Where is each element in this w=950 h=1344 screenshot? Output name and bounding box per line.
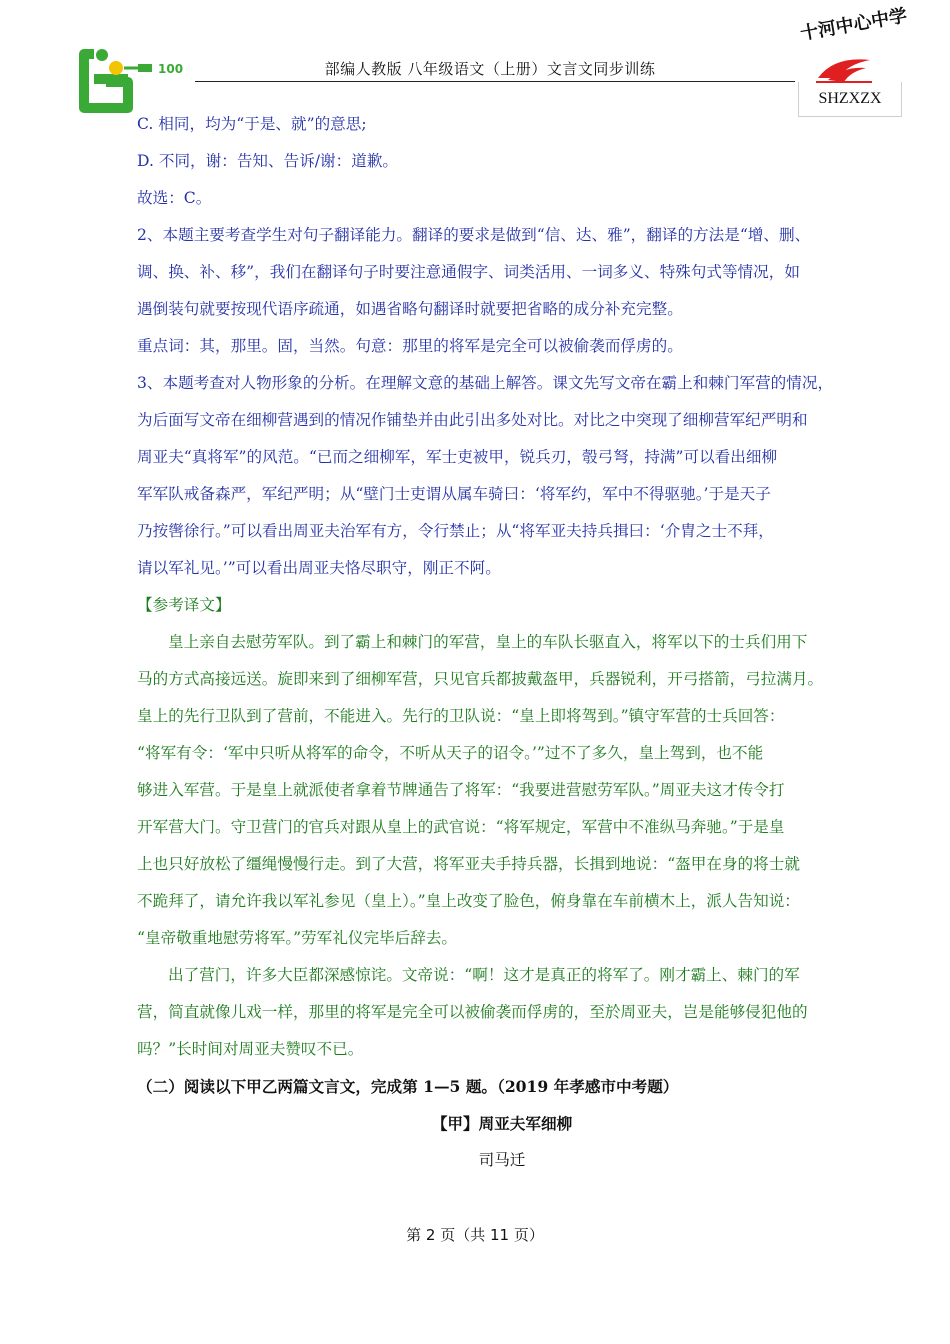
school-badge: [788, 5, 909, 116]
section-heading: （二）阅读以下甲乙两篇文言文，完成第 1—5 题。（2019 年孝感市中考题）: [137, 1077, 679, 1096]
translation-line: “皇帝敬重地慰劳将军。”劳军礼仪完毕后辞去。: [137, 929, 458, 947]
translation-line: 出了营门，许多大臣都深感惊诧。文帝说：“啊！这才是真正的将军了。刚才霸上、棘门的军: [168, 966, 800, 984]
translation-heading: 【参考译文】: [137, 596, 231, 614]
translation-line: 开军营大门。守卫营门的官兵对跟从皇上的武官说：“将军规定，军营中不准纵马奔驰。”于是皇: [137, 818, 785, 836]
translation-line: 马的方式高接远送。旋即来到了细柳军营，只见官兵都披戴盔甲，兵器锐利，开弓搭箭，弓拉满月。: [137, 670, 824, 688]
translation-line: 不跪拜了，请允许我以军礼参见（皇上）。”皇上改变了脸色，俯身靠在车前横木上，派人告知说：: [137, 892, 800, 910]
translation-line: “将军有令：‘军中只听从将军的命令，不听从天子的诏令。’”过不了多久，皇上驾到，也不能: [137, 744, 764, 762]
answer-line: 调、换、补、移”，我们在翻译句子时要注意通假字、词类活用、一词多义、特殊句式等情况，如: [137, 263, 800, 281]
passage-author: 司马迁: [478, 1151, 526, 1169]
school-code: SHZXZX: [798, 82, 902, 117]
answer-line: 为后面写文帝在细柳营遇到的情况作铺垫并由此引出多处对比。对比之中突现了细柳营军纪严明和: [137, 411, 808, 429]
passage-title: 【甲】周亚夫军细柳: [431, 1114, 573, 1133]
translation-line: 皇上亲自去慰劳军队。到了霸上和棘门的军营，皇上的车队长驱直入，将军以下的士兵们用下: [168, 633, 808, 651]
answer-line: C. 相同，均为“于是、就”的意思;: [137, 115, 367, 133]
header-divider: [195, 81, 795, 82]
header-title: 部编人教版 八年级语文（上册）文言文同步训练: [324, 60, 656, 78]
translation-line: 够进入军营。于是皇上就派使者拿着节牌通告了将军：“我要进营慰劳军队。”周亚夫这才传令打: [137, 781, 785, 799]
answer-line: 军军队戒备森严，军纪严明；从“壁门士吏谓从属车骑曰：‘将军约，军中不得驱驰。’于是天子: [137, 485, 771, 503]
translation-line: 吗？”长时间对周亚夫赞叹不已。: [137, 1040, 364, 1058]
answer-line: 3、本题考查对人物形象的分析。在理解文意的基础上解答。课文先写文帝在霸上和棘门军营的情况，: [137, 374, 834, 392]
translation-line: 上也只好放松了缰绳慢慢行走。到了大营，将军亚夫手持兵器，长揖到地说：“盔甲在身的将士就: [137, 855, 800, 873]
answer-line: 请以军礼见。’”可以看出周亚夫恪尽职守，刚正不阿。: [137, 559, 501, 577]
answer-line: D. 不同，谢：告知、告诉/谢：道歉。: [137, 152, 399, 170]
school-emblem-icon: [814, 54, 874, 84]
logo-text: 100: [158, 62, 184, 76]
answer-line: 遇倒装句就要按现代语序疏通，如遇省略句翻译时就要把省略的成分补充完整。: [137, 300, 683, 318]
answer-line: 2、本题主要考查学生对句子翻译能力。翻译的要求是做到“信、达、雅”，翻译的方法是“增、删、: [137, 226, 811, 244]
answer-line: 乃按辔徐行。”可以看出周亚夫治军有方，令行禁止；从“将军亚夫持兵揖曰：‘介胄之士不拜，: [137, 522, 774, 540]
translation-line: 营，简直就像儿戏一样，那里的将军是完全可以被偷袭而俘虏的，至於周亚夫，岂是能够侵犯他的: [137, 1003, 808, 1021]
translation-line: 皇上的先行卫队到了营前，不能进入。先行的卫队说：“皇上即将驾到。”镇守军营的士兵回答：: [137, 707, 785, 725]
answer-line: 周亚夫“真将军”的风范。“已而之细柳军，军士吏被甲，锐兵刃，彀弓弩，持满”可以看出细柳: [137, 448, 778, 466]
page-content: [137, 106, 867, 1179]
school-name: 十河中心中学: [798, 5, 909, 45]
answer-line: 重点词：其，那里。固，当然。句意：那里的将军是完全可以被偷袭而俘虏的。: [137, 337, 683, 355]
page-number: 第 2 页（共 11 页）: [406, 1226, 544, 1244]
answer-line: 故选：C。: [137, 189, 212, 207]
